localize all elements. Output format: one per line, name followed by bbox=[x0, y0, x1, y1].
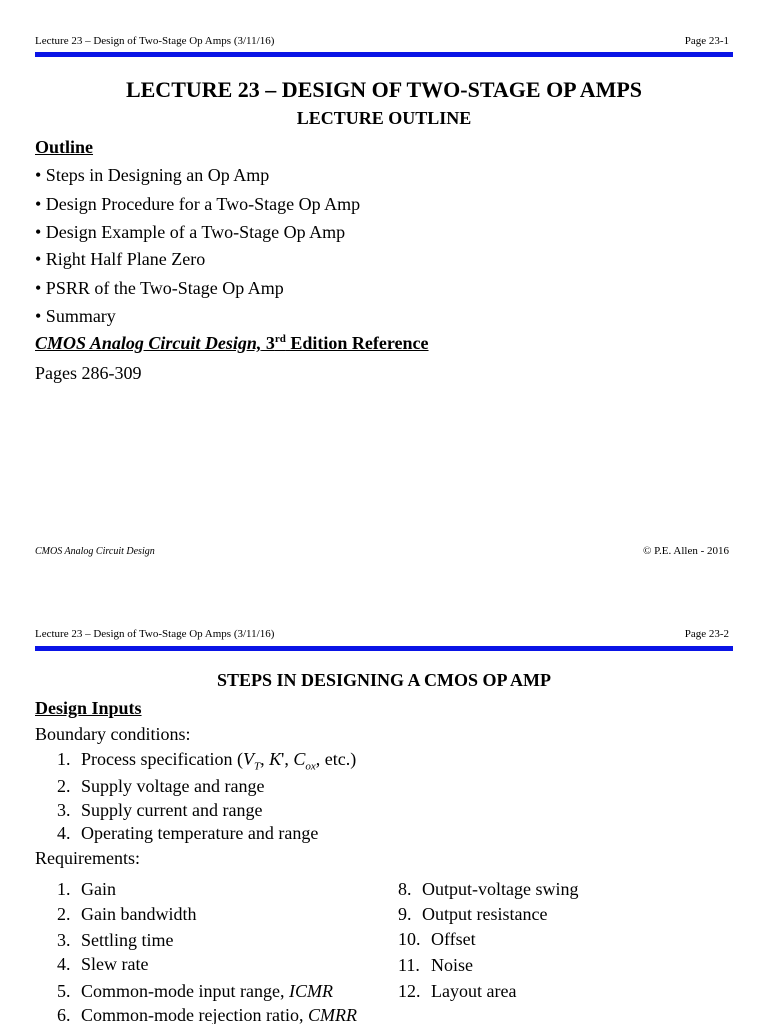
requirement-item bbox=[398, 955, 473, 976]
footer-copyright: © P.E. Allen - 2016 bbox=[643, 545, 729, 557]
requirement-item bbox=[398, 904, 547, 925]
item-text: Noise bbox=[431, 955, 473, 975]
item-text: Common-mode rejection ratio, bbox=[81, 1005, 308, 1024]
header-rule bbox=[35, 646, 733, 651]
item-number: 8. bbox=[398, 879, 412, 899]
header-page-number: Page 23-1 bbox=[684, 35, 729, 47]
requirement-item bbox=[398, 981, 516, 1002]
item-acronym: ICMR bbox=[288, 981, 333, 1001]
item-text: Offset bbox=[431, 929, 476, 949]
item-number: 9. bbox=[398, 904, 412, 924]
item-number: 3. bbox=[57, 930, 71, 950]
slide-page-23-2 bbox=[0, 595, 768, 1024]
requirement-item bbox=[57, 981, 333, 1002]
requirements-label: Requirements: bbox=[35, 848, 140, 868]
reference-heading bbox=[35, 333, 429, 354]
page-title: STEPS IN DESIGNING A CMOS OP AMP bbox=[216, 670, 552, 690]
requirement-item bbox=[57, 904, 196, 925]
item-number: 2. bbox=[57, 776, 71, 796]
boundary-item bbox=[57, 776, 264, 797]
header-rule bbox=[35, 52, 733, 57]
item-number: 5. bbox=[57, 981, 71, 1001]
item-number: 3. bbox=[57, 800, 71, 820]
math-v: V bbox=[242, 749, 254, 769]
item-number: 6. bbox=[57, 1005, 71, 1024]
math-subscript-t: T bbox=[253, 760, 261, 773]
header-page-number: Page 23-2 bbox=[684, 628, 729, 640]
separator: , bbox=[260, 749, 270, 769]
item-number: 1. bbox=[57, 749, 71, 769]
item-text: Operating temperature and range bbox=[81, 823, 319, 843]
outline-heading: Outline bbox=[35, 137, 94, 157]
requirement-item bbox=[398, 879, 578, 900]
page-subtitle: LECTURE OUTLINE bbox=[296, 108, 472, 128]
page-title: LECTURE 23 – DESIGN OF TWO-STAGE OP AMPS bbox=[125, 77, 643, 102]
item-text: Supply voltage and range bbox=[81, 776, 265, 796]
item-number: 10. bbox=[398, 929, 421, 949]
item-number: 1. bbox=[57, 879, 71, 899]
item-number: 11. bbox=[398, 955, 420, 975]
reference-edition-text: Edition Reference bbox=[285, 333, 429, 353]
item-text: Slew rate bbox=[81, 954, 149, 974]
math-subscript-ox: ox bbox=[305, 760, 316, 773]
header-lecture-title: Lecture 23 – Design of Two-Stage Op Amps (3/11/16) bbox=[35, 628, 275, 640]
item-text: Common-mode input range, bbox=[81, 981, 289, 1001]
outline-bullet: • Summary bbox=[35, 306, 116, 326]
requirement-item bbox=[57, 1005, 357, 1024]
boundary-item bbox=[57, 800, 262, 821]
item-number: 4. bbox=[57, 954, 71, 974]
reference-pages: Pages 286-309 bbox=[35, 363, 142, 383]
requirement-item bbox=[57, 954, 148, 975]
outline-bullet: • Right Half Plane Zero bbox=[35, 249, 206, 269]
reference-edition-number: 3 bbox=[261, 333, 275, 353]
footer-book-title: CMOS Analog Circuit Design bbox=[35, 546, 155, 557]
separator: , bbox=[284, 749, 294, 769]
item-number: 4. bbox=[57, 823, 71, 843]
item-number: 12. bbox=[398, 981, 421, 1001]
item-text: Process specification ( bbox=[81, 749, 243, 769]
requirement-item bbox=[57, 879, 116, 900]
requirement-item bbox=[398, 929, 476, 950]
item-text: Output-voltage swing bbox=[422, 879, 579, 899]
outline-bullet: • Design Example of a Two-Stage Op Amp bbox=[35, 222, 346, 242]
item-text: Supply current and range bbox=[81, 800, 263, 820]
item-text: Settling time bbox=[81, 930, 174, 950]
requirement-item bbox=[57, 930, 174, 951]
boundary-item bbox=[57, 823, 318, 844]
boundary-item bbox=[57, 749, 356, 773]
math-k: K bbox=[269, 749, 282, 769]
item-text: , etc.) bbox=[315, 749, 357, 769]
item-text: Gain bandwidth bbox=[81, 904, 197, 924]
item-text: Output resistance bbox=[422, 904, 548, 924]
outline-bullet: • Design Procedure for a Two-Stage Op Amp bbox=[35, 194, 361, 214]
outline-bullet: • Steps in Designing an Op Amp bbox=[35, 165, 270, 185]
reference-edition-suffix: rd bbox=[274, 333, 286, 345]
item-text: Layout area bbox=[431, 981, 517, 1001]
item-number: 2. bbox=[57, 904, 71, 924]
math-c: C bbox=[293, 749, 306, 769]
outline-bullet: • PSRR of the Two-Stage Op Amp bbox=[35, 278, 284, 298]
reference-book-title: CMOS Analog Circuit Design, bbox=[35, 333, 262, 353]
boundary-conditions-label: Boundary conditions: bbox=[35, 724, 191, 744]
design-inputs-heading: Design Inputs bbox=[35, 698, 142, 718]
item-text: Gain bbox=[81, 879, 116, 899]
header-lecture-title: Lecture 23 – Design of Two-Stage Op Amps (3/11/16) bbox=[35, 35, 275, 47]
item-acronym: CMRR bbox=[307, 1005, 357, 1024]
math-prime: ' bbox=[281, 749, 285, 769]
